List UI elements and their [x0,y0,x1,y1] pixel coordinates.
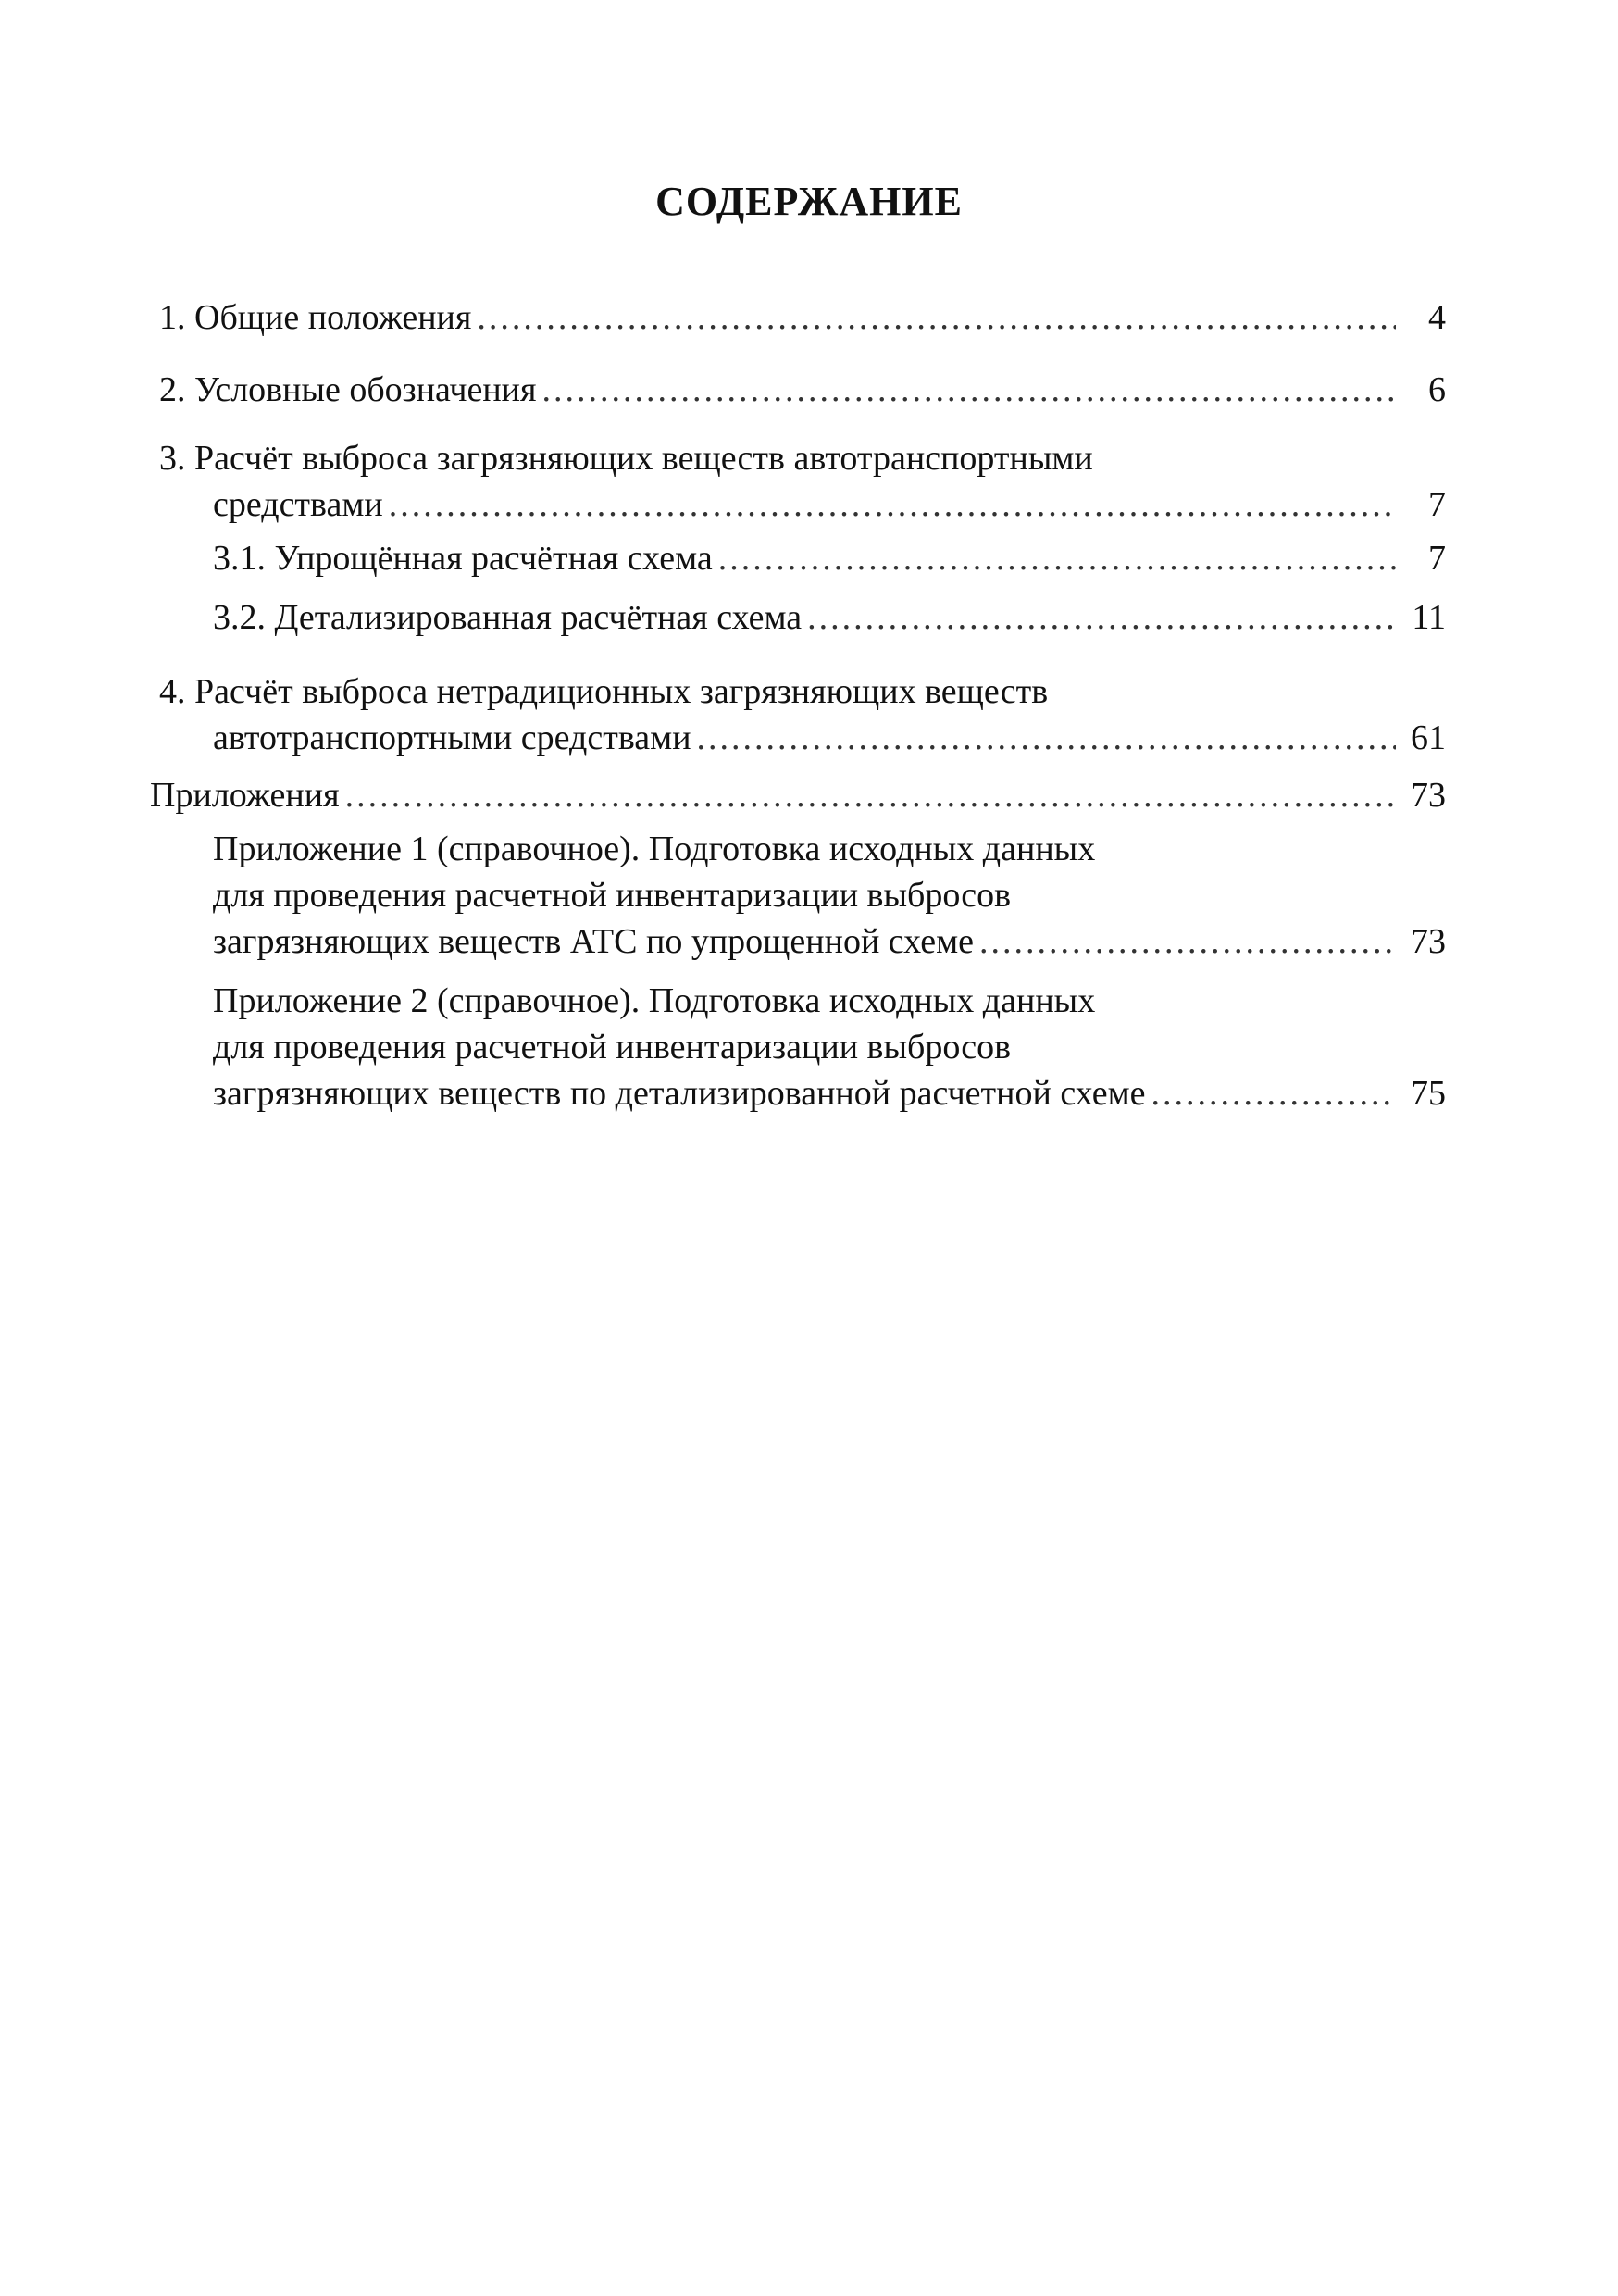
toc-entry-general [159,294,1446,341]
toc-entry-simplified-scheme [213,535,1446,581]
toc-entry-text: Приложения [150,776,340,815]
toc-page-number: 61 [1411,718,1446,757]
toc-entry-text: загрязняющих веществ АТС по упрощенной схеме [213,922,974,961]
toc-entry-text: 3. Расчёт выброса загрязняющих веществ автотранспортными [159,439,1093,478]
toc-entry-text: для проведения расчетной инвентаризации выбросов [213,1028,1012,1067]
dot-leader [807,594,1396,641]
dot-leader [979,918,1396,965]
dot-leader [389,481,1396,528]
toc-page-number: 7 [1428,485,1446,524]
toc-page-number: 6 [1428,370,1446,409]
toc-entry-text: загрязняющих веществ по детализированной расчетной схеме [213,1074,1146,1113]
toc-page-number: 7 [1428,539,1446,578]
toc-entry-detailed-scheme [213,594,1446,641]
toc-entry-text: автотранспортными средствами [213,718,691,757]
toc-entry-text: Приложение 2 (справочное). Подготовка исходных данных [213,981,1096,1020]
toc-page-number: 73 [1411,922,1446,961]
toc-entry-vehicle-emissions [159,435,1446,528]
toc-entry-text: 3.2. Детализированная расчётная схема [213,598,803,637]
dot-leader [542,367,1397,413]
toc-entry-text: для проведения расчетной инвентаризации выбросов [213,876,1012,915]
dot-leader [697,715,1396,761]
toc-page-number: 4 [1428,298,1446,337]
toc-page-number: 75 [1411,1074,1446,1113]
toc-entry-appendix-1 [213,826,1446,965]
toc-entry-text: 4. Расчёт выброса нетрадиционных загрязняющих веществ [159,672,1049,711]
dot-leader [718,535,1396,581]
toc-entry-text: 2. Условные обозначения [159,370,537,409]
dot-leader [345,772,1396,818]
dot-leader [477,294,1396,341]
dot-leader [1151,1070,1396,1117]
toc-entry-nontraditional-emissions [159,668,1446,761]
toc-entry-text: средствами [213,485,383,524]
toc-entry-appendices [150,772,1446,818]
page-title: СОДЕРЖАНИЕ [655,179,963,224]
toc-entry-notation [159,367,1446,413]
toc-entry-text: 1. Общие положения [159,298,472,337]
toc-page-number: 11 [1412,598,1446,637]
toc-entry-appendix-2 [213,978,1446,1117]
toc-page-number: 73 [1411,776,1446,815]
toc-entry-text: Приложение 1 (справочное). Подготовка исходных данных [213,830,1096,868]
toc-entry-text: 3.1. Упрощённая расчётная схема [213,539,713,578]
